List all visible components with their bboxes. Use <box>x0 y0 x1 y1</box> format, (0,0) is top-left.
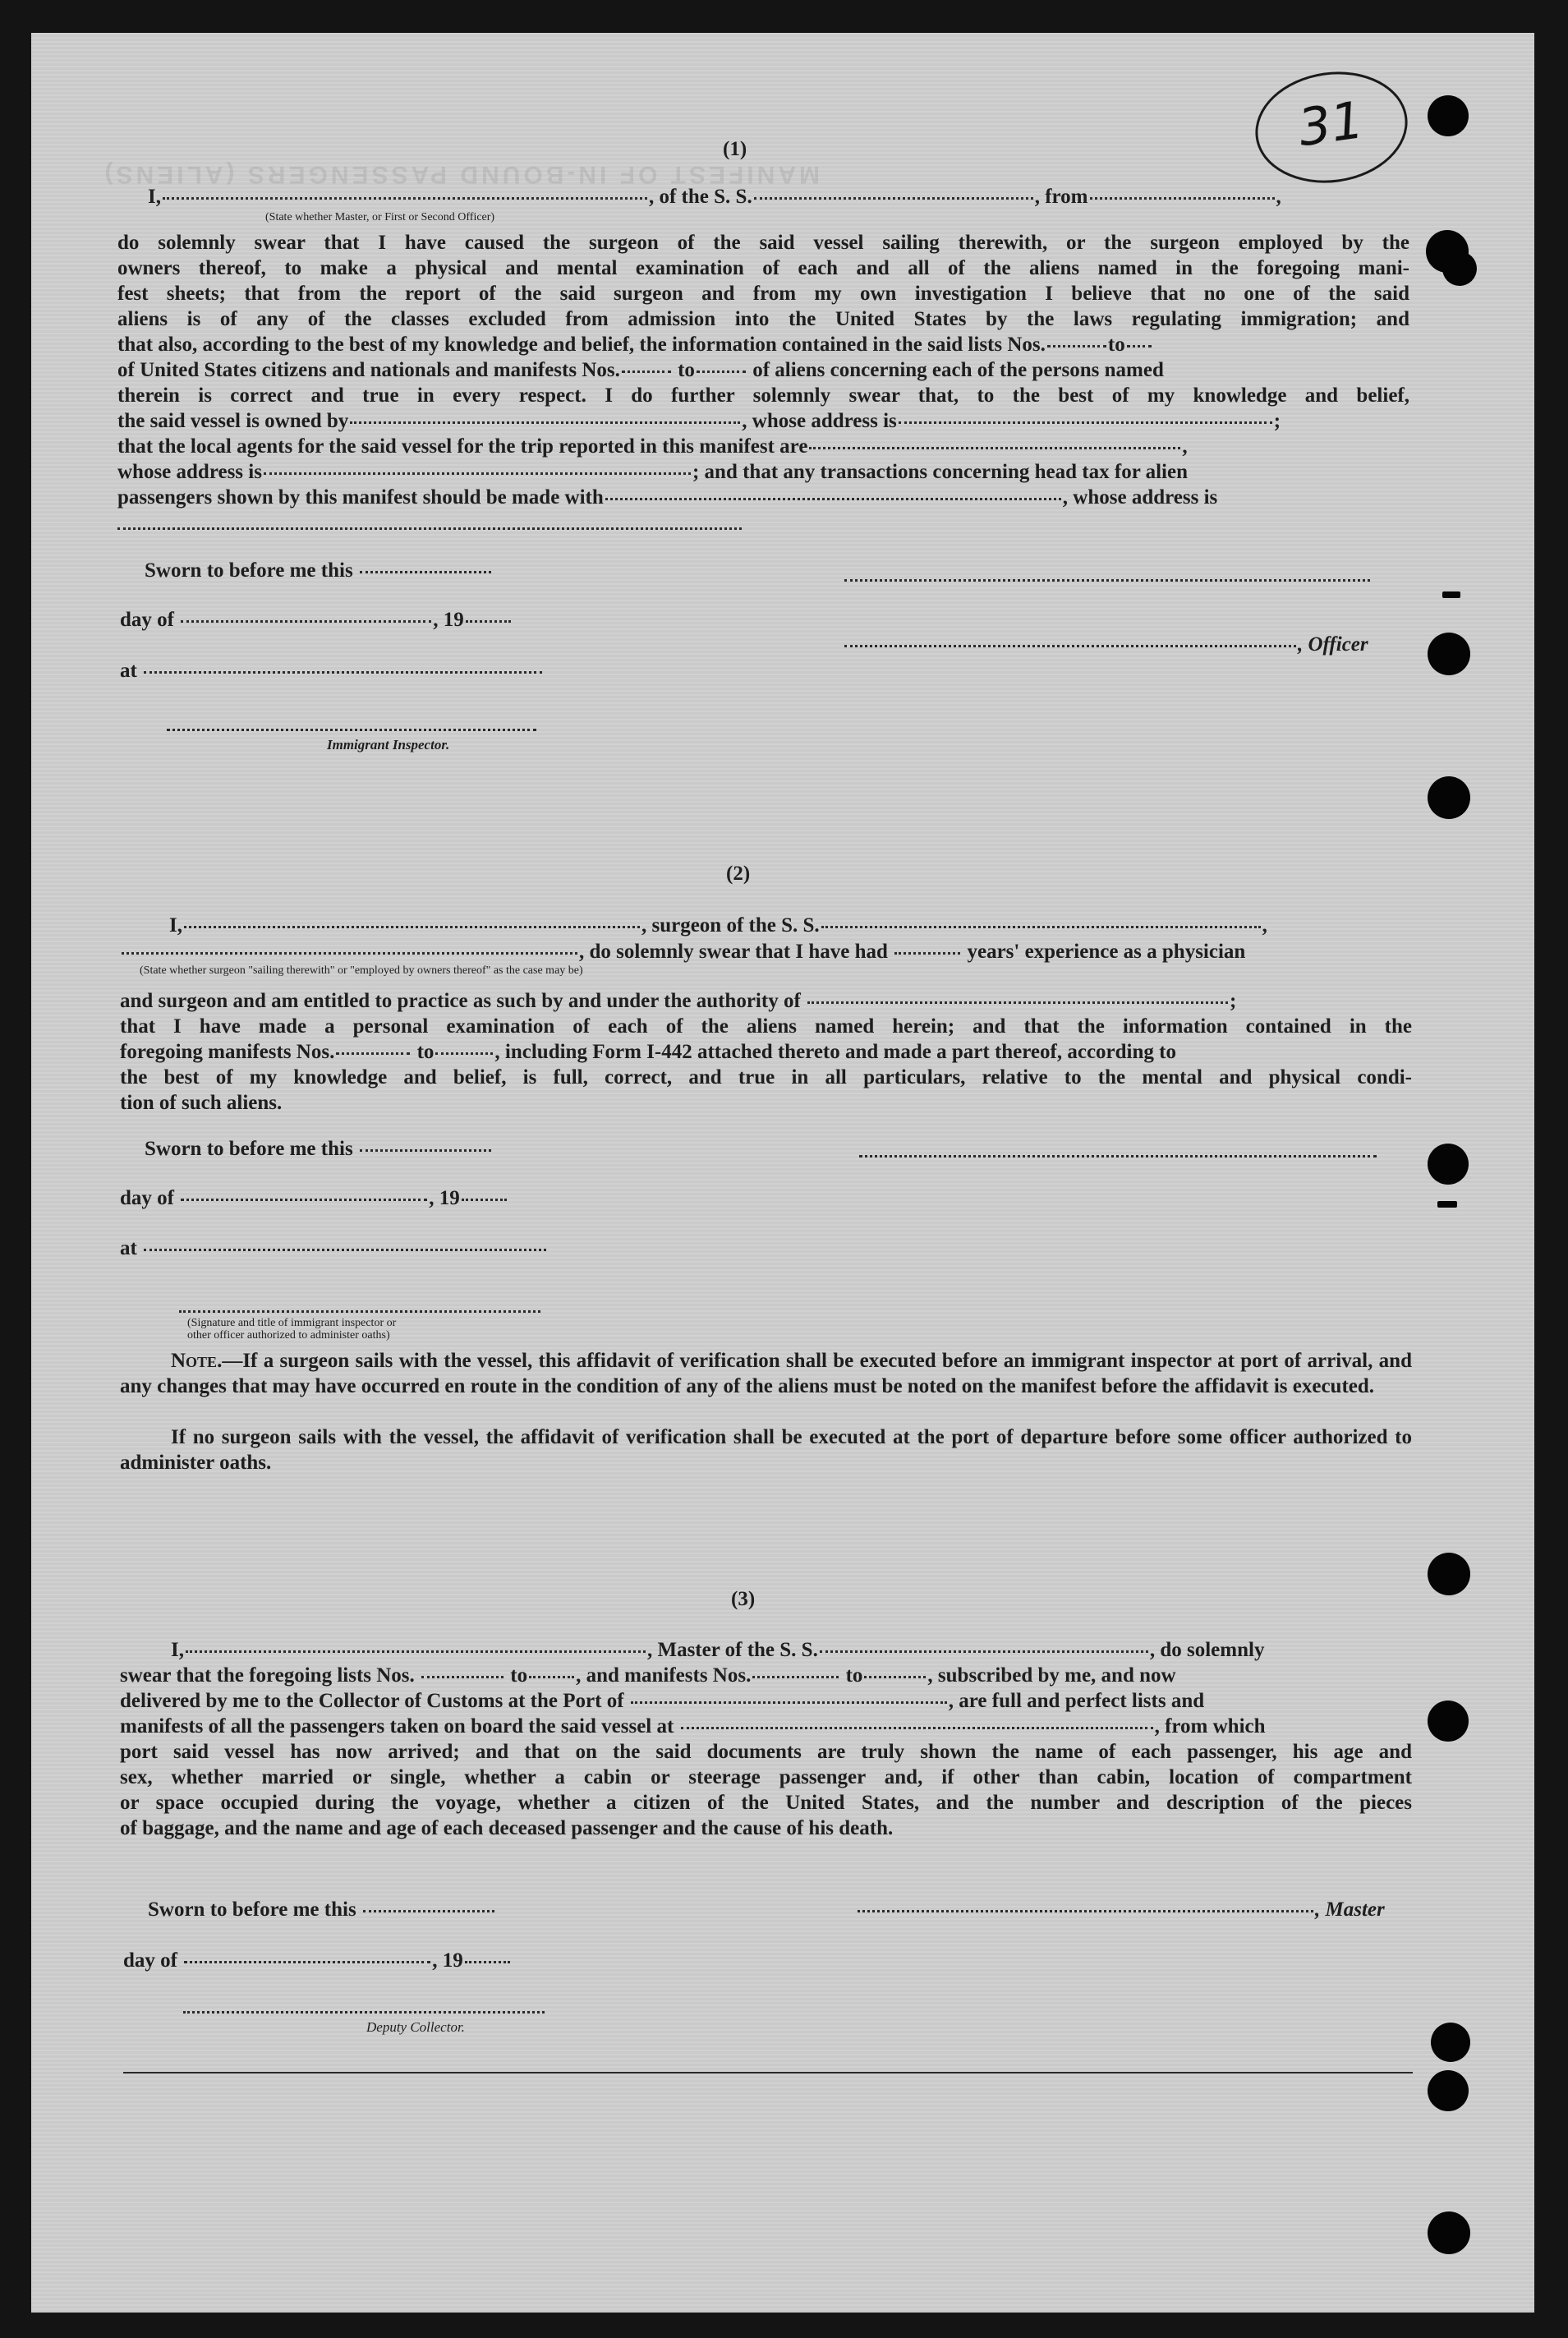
bleed-through-heading: MANIFEST OF IN-BOUND PASSENGERS (ALIENS) <box>101 161 820 188</box>
s1-officer-name-sign-field[interactable] <box>844 645 1296 647</box>
s1-officer-line: , Officer <box>843 633 1368 657</box>
binder-mark <box>1437 1201 1457 1208</box>
s2-authority-field[interactable] <box>807 1001 1228 1004</box>
page-number-stamp: 31 <box>1248 62 1415 193</box>
punch-hole <box>1428 2211 1470 2254</box>
s2-day-line: day of , 19 <box>120 1186 508 1211</box>
s2-line-6: the best of my knowledge and belief, is full, correct, and true in all particulars, relative to the mental and physical condi- <box>120 1066 1412 1088</box>
s2-years-field[interactable] <box>894 952 960 955</box>
s2-line-2: , do solemnly swear that I have had years' experience as a physician <box>120 940 1245 964</box>
s1-manifests-to-field[interactable] <box>697 370 746 373</box>
s1-line-1: I, , of the S. S. , from , <box>148 186 1281 208</box>
s2-note-paragraph-2: If no surgeon sails with the vessel, the affidavit of verification shall be executed at the port of departure before some officer authorized to administer oaths. <box>120 1426 1412 1474</box>
s2-sworn-line: Sworn to before me this <box>145 1137 493 1162</box>
punch-hole <box>1428 1144 1469 1185</box>
s3-lists-to-field[interactable] <box>529 1676 574 1678</box>
s1-owner-field[interactable] <box>350 421 740 424</box>
s1-line-5: aliens is of any of the classes excluded from admission into the United States by the laws regulating immigration; and <box>117 308 1409 330</box>
s1-line-3: owners thereof, to make a physical and mental examination of each and all of the aliens named in the foregoing mani- <box>117 257 1409 279</box>
s3-line-6: sex, whether married or single, whether a cabin or steerage passenger and, if other than cabin, location of compartment <box>120 1766 1412 1788</box>
s1-year-field[interactable] <box>466 620 511 623</box>
s2-line-3: and surgeon and am entitled to practice as such by and under the authority of ; <box>120 990 1237 1012</box>
s2-at-field[interactable] <box>144 1249 546 1251</box>
s2-surgeon-status-field[interactable] <box>122 952 577 955</box>
s1-line-2: do solemnly swear that I have caused the surgeon of the said vessel sailing therewith, or the surgeon employed by the <box>117 232 1409 254</box>
s1-head-tax-address-field[interactable] <box>117 527 742 530</box>
s1-sworn-line: Sworn to before me this <box>145 559 493 583</box>
s3-line-7: or space occupied during the voyage, whether a citizen of the United States, and the number and description of the pieces <box>120 1792 1412 1814</box>
s3-line-4: manifests of all the passengers taken on board the said vessel at , from which <box>120 1715 1266 1737</box>
s1-day-field[interactable] <box>181 620 431 623</box>
s2-at-line: at <box>120 1236 548 1261</box>
s1-vessel-field[interactable] <box>754 197 1033 200</box>
s2-surgeon-signature-field[interactable] <box>859 1155 1377 1157</box>
s2-note-text: —If a surgeon sails with the vessel, this affidavit of verification shall be executed before an immigrant inspector at port of arrival, and any changes that may have occurred en route in the condition of any of the aliens must be noted on the manifest before the affidavit is executed. <box>120 1350 1412 1397</box>
s3-year-field[interactable] <box>465 1961 510 1963</box>
s3-embark-port-field[interactable] <box>681 1727 1153 1729</box>
punch-hole <box>1428 1553 1470 1595</box>
s2-note-paragraph <box>120 1349 1412 1399</box>
s3-port-field[interactable] <box>631 1701 947 1704</box>
s2-manifests-from-field[interactable] <box>336 1052 410 1055</box>
s2-signature-caption-2: other officer authorized to administer oaths) <box>187 1329 390 1342</box>
s1-agents-address-field[interactable] <box>264 472 691 475</box>
s1-lists-to-field[interactable] <box>1127 345 1152 347</box>
s3-manifests-from-field[interactable] <box>752 1676 839 1678</box>
s3-sworn-line: Sworn to before me this <box>148 1898 496 1922</box>
s3-manifests-to-field[interactable] <box>864 1676 926 1678</box>
s2-line-5: foregoing manifests Nos. to , including Form I-442 attached thereto and made a part thereof, according to <box>120 1041 1176 1063</box>
s3-day-field[interactable] <box>184 1961 430 1963</box>
s3-line-2: swear that the foregoing lists Nos. to , and manifests Nos. to , subscribed by me, and now <box>120 1664 1176 1687</box>
punch-hole <box>1428 776 1470 819</box>
s2-sworn-date-field[interactable] <box>360 1149 491 1152</box>
s1-line-9: the said vessel is owned by , whose address is ; <box>117 410 1281 432</box>
s2-surgeon-status-note: (State whether surgeon "sailing therewith" or "employed by owners thereof" as the case may be) <box>140 964 583 977</box>
s3-day-line: day of , 19 <box>123 1949 512 1973</box>
section-1-number: (1) <box>723 138 747 160</box>
s3-collector-signature-field[interactable] <box>183 2011 545 2014</box>
s1-inspector-signature-field[interactable] <box>167 729 536 731</box>
s1-line-4: fest sheets; that from the report of the said surgeon and from my own investigation I believe that no one of the said <box>117 283 1409 305</box>
s1-line-8: therein is correct and true in every respect. I do further solemnly swear that, to the best of my knowledge and belief, <box>117 384 1409 407</box>
binder-mark <box>1442 591 1460 598</box>
punch-hole <box>1428 633 1470 675</box>
s1-head-tax-party-field[interactable] <box>605 498 1061 500</box>
punch-hole <box>1428 2070 1469 2111</box>
s1-line-10: that the local agents for the said vessel for the trip reported in this manifest are , <box>117 435 1188 458</box>
section-3-number: (3) <box>731 1588 756 1610</box>
s1-line-7: of United States citizens and nationals and manifests Nos. to of aliens concerning each of the persons named <box>117 359 1164 381</box>
s1-sworn-date-field[interactable] <box>360 571 491 573</box>
s3-master-line: , Master <box>856 1898 1385 1922</box>
s3-collector-caption: Deputy Collector. <box>366 2019 465 2035</box>
manifest-affidavit-sheet <box>31 33 1534 2313</box>
s2-line-4: that I have made a personal examination of each of the aliens named herein; and that the information contained in the <box>120 1015 1412 1038</box>
s3-line-1: I, , Master of the S. S. , do solemnly <box>171 1639 1265 1661</box>
bottom-rule <box>123 2072 1413 2073</box>
s1-officer-name-field[interactable] <box>163 197 647 200</box>
s2-manifests-to-field[interactable] <box>435 1052 493 1055</box>
s1-from-field[interactable] <box>1090 197 1275 200</box>
s3-master-name-field[interactable] <box>186 1650 646 1653</box>
s1-agents-field[interactable] <box>809 447 1180 449</box>
punch-hole <box>1428 1701 1469 1742</box>
s1-officer-note: (State whether Master, or First or Second Officer) <box>265 211 495 223</box>
s1-manifests-from-field[interactable] <box>622 370 671 373</box>
s1-day-line: day of , 19 <box>120 608 513 633</box>
s1-owner-address-field[interactable] <box>899 421 1272 424</box>
s1-line-12: passengers shown by this manifest should be made with , whose address is <box>117 486 1218 509</box>
s1-officer-signature-field[interactable] <box>844 579 1370 582</box>
section-2-number: (2) <box>726 863 751 885</box>
s3-lists-from-field[interactable] <box>421 1676 504 1678</box>
s1-line-6: that also, according to the best of my knowledge and belief, the information contained in the said lists Nos. to <box>117 333 1153 357</box>
s3-master-signature-field[interactable] <box>858 1910 1313 1912</box>
s3-line-8: of baggage, and the name and age of each deceased passenger and the cause of his death. <box>120 1817 894 1839</box>
s2-line-1: I, , surgeon of the S. S. , <box>169 914 1267 937</box>
s2-note-label: Note. <box>171 1350 223 1372</box>
s2-year-field[interactable] <box>462 1199 507 1201</box>
s2-day-field[interactable] <box>181 1199 427 1201</box>
s2-surgeon-name-field[interactable] <box>184 926 640 928</box>
s1-at-line: at <box>120 659 544 683</box>
s3-line-5: port said vessel has now arrived; and that on the said documents are truly shown the name of each passenger, his age and <box>120 1741 1412 1763</box>
s3-sworn-date-field[interactable] <box>363 1910 494 1912</box>
s3-vessel-field[interactable] <box>820 1650 1148 1653</box>
s2-signature-caption-1: (Signature and title of immigrant inspector or <box>187 1317 397 1329</box>
s2-inspector-signature-field[interactable] <box>179 1310 540 1313</box>
s1-lists-from-field[interactable] <box>1047 345 1106 347</box>
s2-vessel-field[interactable] <box>821 926 1261 928</box>
punch-hole <box>1428 95 1469 136</box>
s3-line-3: delivered by me to the Collector of Customs at the Port of , are full and perfect lists and <box>120 1690 1205 1712</box>
s1-inspector-caption: Immigrant Inspector. <box>327 737 450 752</box>
s1-at-field[interactable] <box>144 671 542 674</box>
s1-line-11: whose address is ; and that any transactions concerning head tax for alien <box>117 461 1188 483</box>
punch-hole <box>1431 2023 1470 2062</box>
punch-hole <box>1442 251 1477 286</box>
s2-line-7: tion of such aliens. <box>120 1092 283 1114</box>
